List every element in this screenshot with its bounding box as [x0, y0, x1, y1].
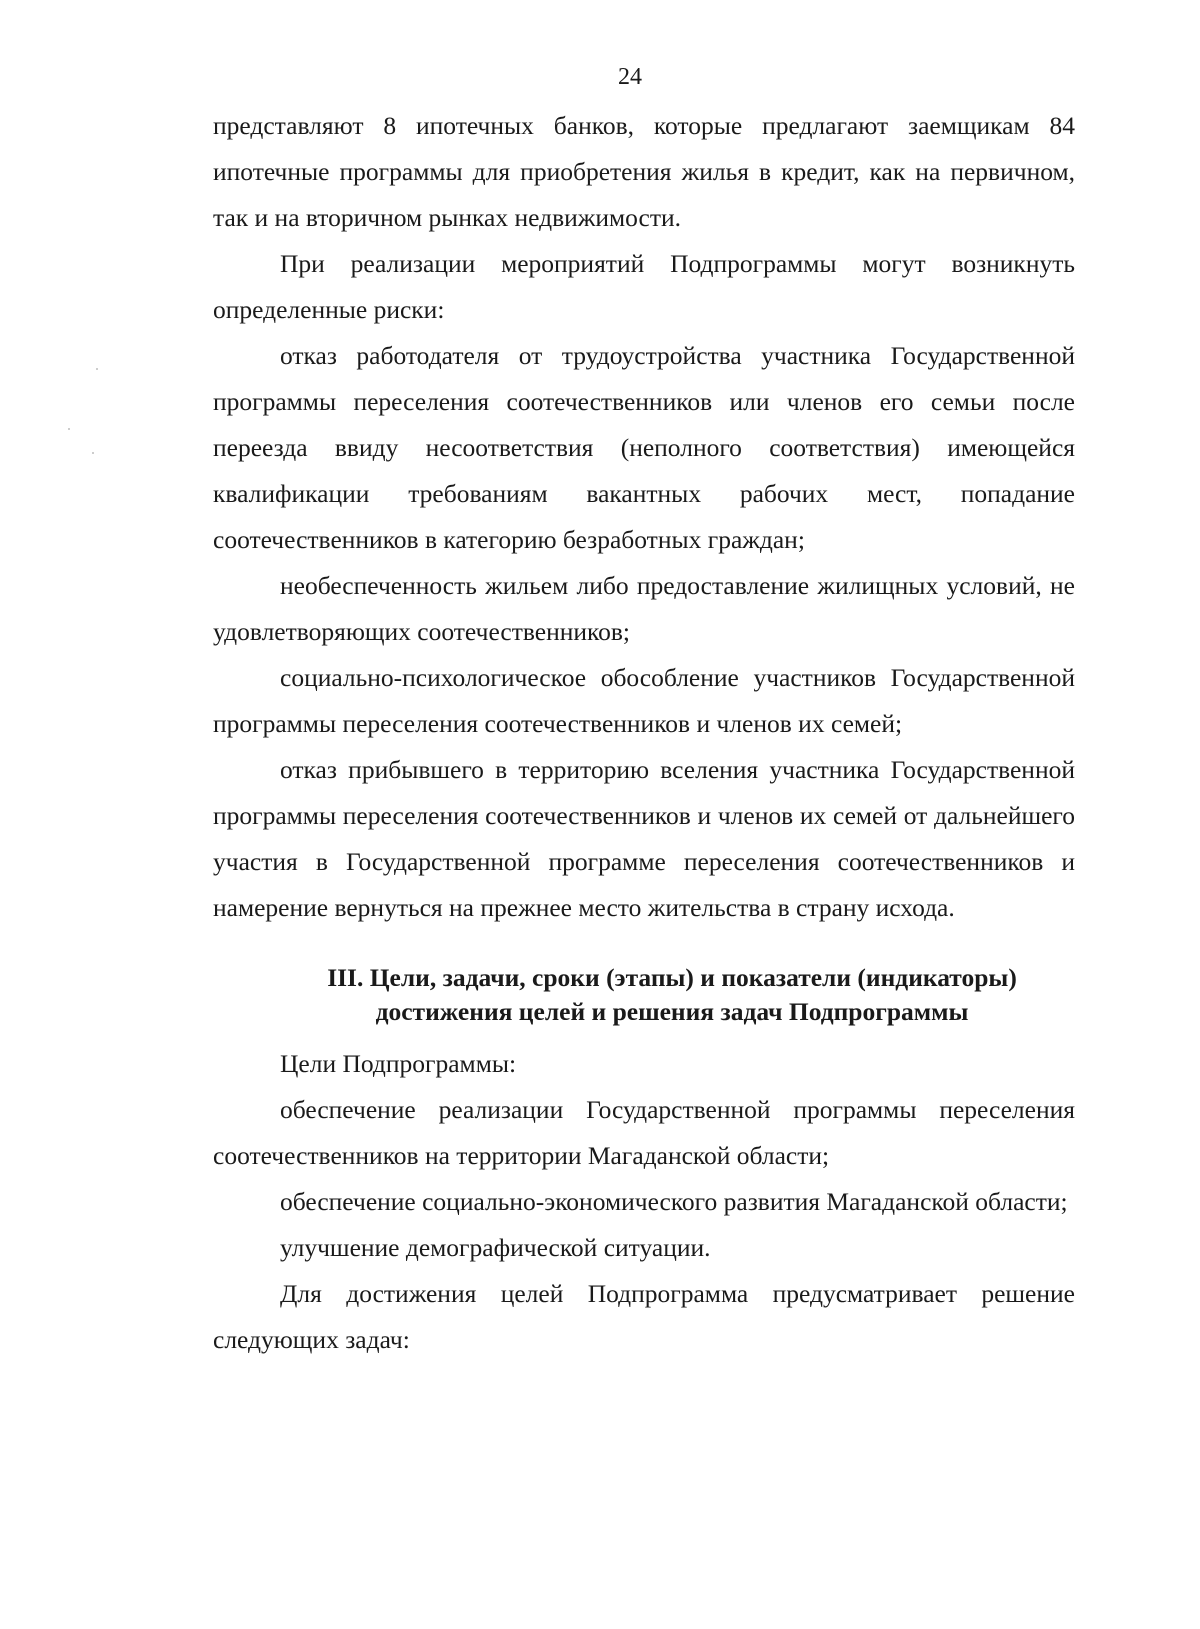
- paragraph: обеспечение социально-экономического развития Магаданской области;: [280, 1187, 1068, 1216]
- scan-speck: [68, 428, 70, 430]
- paragraph: отказ работодателя от трудоустройства участника Государственной программы переселения соотечественников или членов его семьи после переезда ввиду несоответствия (неполного соответствия) имеющейся квалификации требованиям вакантных рабочих мест, попадание соотечественников в категорию безработных граждан;: [213, 341, 1075, 554]
- page-number: 24: [618, 64, 642, 90]
- section-heading-line: достижения целей и решения задач Подпрограммы: [375, 997, 969, 1026]
- scan-speck: [96, 368, 98, 370]
- document-body: [213, 103, 1075, 1363]
- paragraph: Для достижения целей Подпрограмма предусматривает решение следующих задач:: [213, 1279, 1075, 1354]
- paragraph: улучшение демографической ситуации.: [280, 1233, 711, 1262]
- paragraph: представляют 8 ипотечных банков, которые предлагают заемщикам 84 ипотечные программы для приобретения жилья в кредит, как на первичном, так и на вторичном рынках недвижимости.: [213, 111, 1075, 232]
- paragraph: необеспеченность жильем либо предоставление жилищных условий, не удовлетворяющих соотечественников;: [213, 571, 1075, 646]
- paragraph: При реализации мероприятий Подпрограммы могут возникнуть определенные риски:: [213, 249, 1075, 324]
- scan-speck: [92, 452, 94, 454]
- paragraph: отказ прибывшего в территорию вселения участника Государственной программы переселения соотечественников и членов их семей от дальнейшего участия в Государственной программе переселения соотечественников и намерение вернуться на прежнее место жительства в страну исхода.: [213, 755, 1075, 922]
- paragraph: Цели Подпрограммы:: [280, 1049, 517, 1078]
- section-heading-line: III. Цели, задачи, сроки (этапы) и показатели (индикаторы): [327, 963, 1017, 992]
- paragraph: обеспечение реализации Государственной программы переселения соотечественников на территории Магаданской области;: [213, 1095, 1075, 1170]
- paragraph: социально-психологическое обособление участников Государственной программы переселения соотечественников и членов их семей;: [213, 663, 1075, 738]
- section-heading: [213, 961, 1075, 1029]
